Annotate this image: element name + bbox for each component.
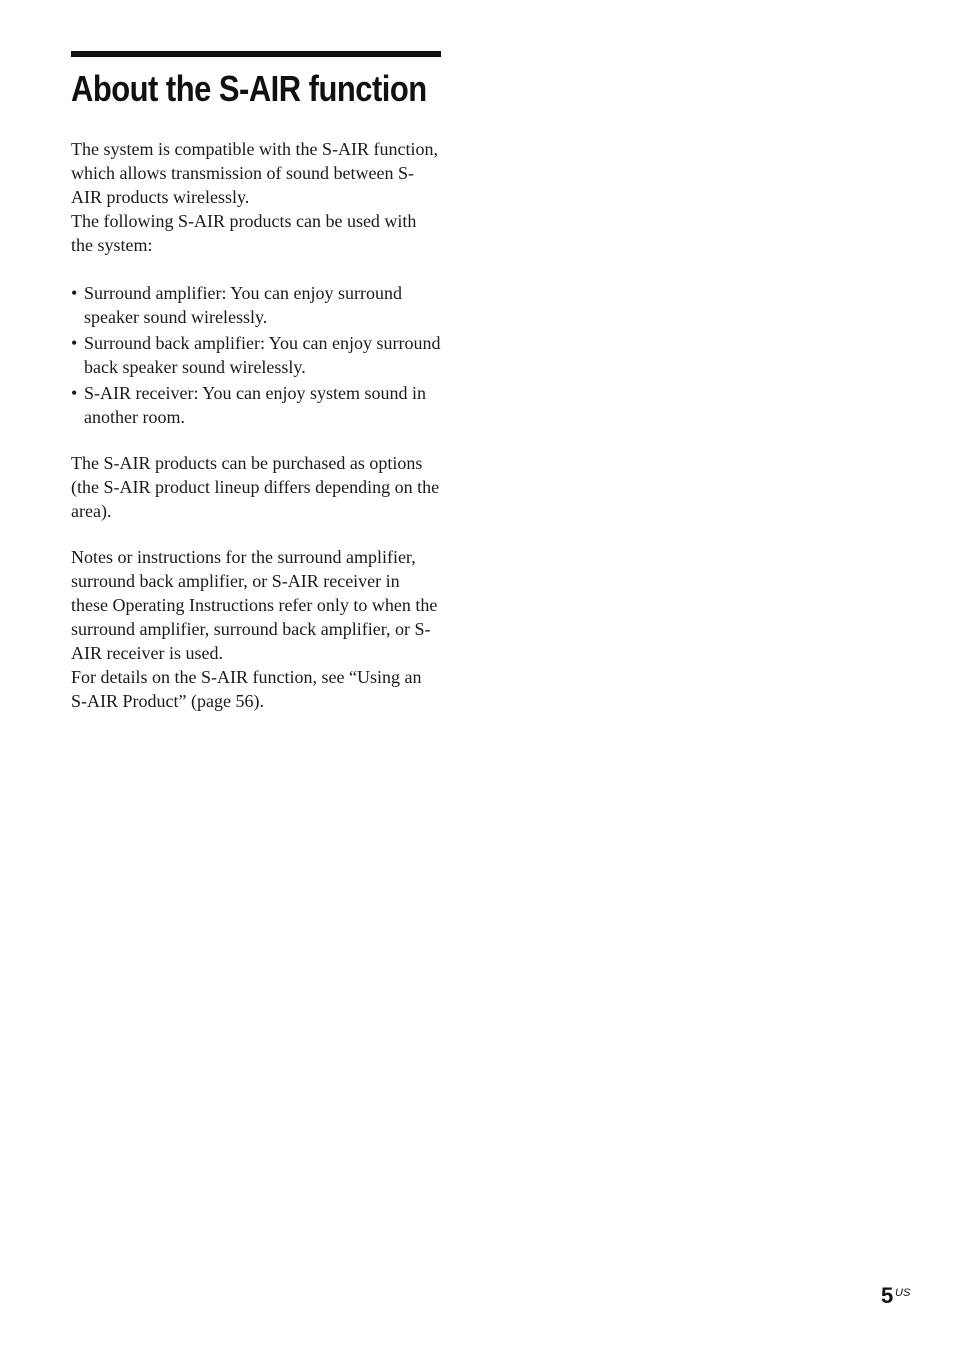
product-list (71, 281, 441, 429)
list-item (71, 381, 441, 429)
page-region-suffix: US (895, 1287, 911, 1299)
list-item-text: Surround back amplifier: You can enjoy surround back speaker sound wirelessly. (84, 333, 441, 377)
page-number: 5 (881, 1283, 894, 1308)
title-rule (71, 51, 441, 57)
list-item-text: Surround amplifier: You can enjoy surround speaker sound wirelessly. (84, 283, 402, 327)
bullet-icon: • (71, 333, 78, 353)
intro-line-1: The system is compatible with the S-AIR function, which allows transmission of sound between S-AIR products wirelessly. (71, 139, 438, 207)
notes-paragraph (71, 545, 441, 713)
bullet-icon: • (71, 383, 78, 403)
bullet-icon: • (71, 283, 78, 303)
intro-paragraph (71, 137, 441, 257)
list-item (71, 331, 441, 379)
list-item-text: S-AIR receiver: You can enjoy system sound in another room. (84, 383, 426, 427)
intro-line-2: The following S-AIR products can be used with the system: (71, 211, 417, 255)
content-column (71, 51, 441, 713)
notes-line-1: Notes or instructions for the surround amplifier, surround back amplifier, or S-AIR receiver in these Operating Instructions refer only to when the surround amplifier, surround back amplifier, or S-AIR receiver is used. (71, 547, 438, 663)
section-title: About the S-AIR function (71, 68, 427, 109)
list-item (71, 281, 441, 329)
purchase-note: The S-AIR products can be purchased as options (the S-AIR product lineup differs depending on the area). (71, 453, 440, 521)
notes-line-2: For details on the S-AIR function, see “Using an S-AIR Product” (page 56). (71, 667, 422, 711)
